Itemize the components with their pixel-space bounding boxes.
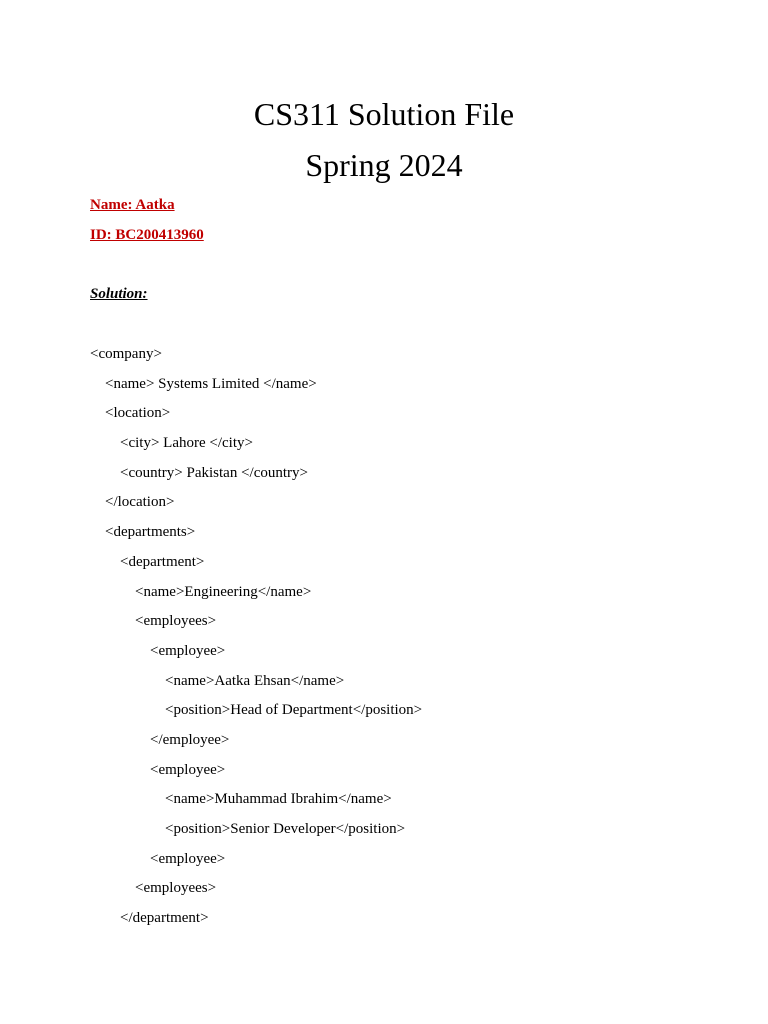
document-title: CS311 Solution File — [253, 96, 515, 132]
code-line: <employee> — [150, 761, 226, 778]
code-line: <employee> — [150, 850, 226, 867]
student-name: Name: Aatka — [90, 197, 175, 213]
code-line: <position>Senior Developer</position> — [165, 821, 406, 837]
document-subtitle: Spring 2024 — [305, 147, 463, 183]
code-line: </employee> — [150, 731, 230, 748]
xml-code-block — [90, 344, 422, 938]
code-line: <name> Systems Limited </name> — [105, 375, 317, 392]
code-line: <name>Aatka Ehsan</name> — [165, 672, 345, 689]
code-line: </location> — [105, 494, 175, 511]
code-line: </department> — [120, 910, 209, 927]
code-line: <company> — [90, 346, 162, 362]
code-line: <name>Muhammad Ibrahim</name> — [165, 791, 392, 808]
code-line: <city> Lahore </city> — [120, 435, 253, 452]
code-line: <employees> — [135, 880, 217, 897]
solution-heading: Solution: — [90, 286, 148, 302]
code-line: <departments> — [105, 524, 196, 541]
code-line: <country> Pakistan </country> — [120, 464, 308, 481]
code-line: <position>Head of Department</position> — [165, 702, 423, 719]
code-line: <employees> — [135, 613, 217, 630]
code-line: <location> — [105, 405, 171, 422]
code-line: <department> — [120, 553, 205, 570]
code-line: <employee> — [150, 642, 226, 659]
student-id: ID: BC200413960 — [90, 227, 204, 243]
code-line: <name>Engineering</name> — [135, 583, 312, 600]
